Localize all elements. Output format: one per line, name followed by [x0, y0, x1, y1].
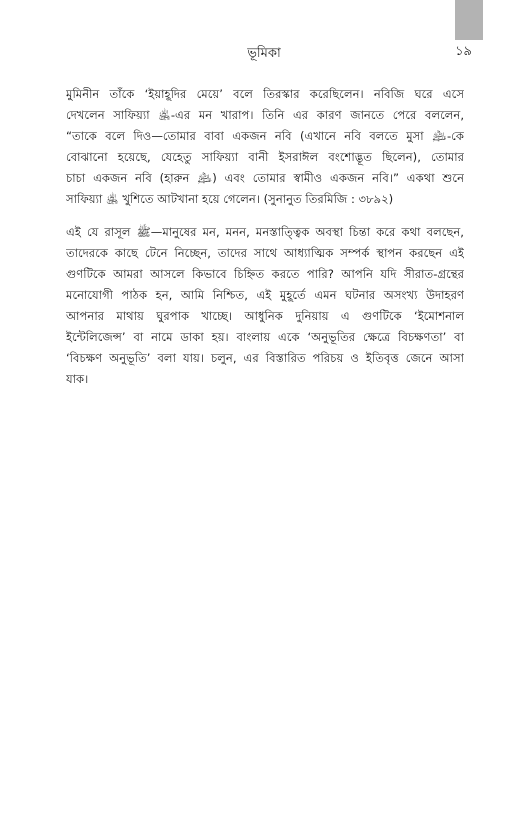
text-line: এই যে রাসূল ﷺ—মানুষের মন, মনন, মনস্তাত্ত্বিক অবস্থা চিন্তা করে কথা বলছেন, [66, 225, 464, 239]
text-line: “তাকে বলে দিও—তোমার বাবা একজন নবি (এখানে নবি বলতে মুসা ﵇-কে [66, 129, 464, 143]
page-number: ১৯ [455, 44, 472, 59]
paragraph [66, 84, 464, 210]
text-line: মনোযোগী পাঠক হন, আমি নিশ্চিত, এই মুহূর্তে এমন ঘটনার অসংখ্য উদাহরণ [66, 288, 464, 302]
text-line: মুমিনীন তাঁকে ‘ইয়াহূদির মেয়ে’ বলে তিরস্কার করেছিলেন। নবিজি ঘরে এসে [66, 87, 464, 101]
text-line: তাদেরকে কাছে টেনে নিচ্ছেন, তাদের সাথে আধ্যাত্মিক সম্পর্ক স্থাপন করছেন এই [66, 246, 464, 260]
text-line: সাফিয়্যা ﵁ খুশিতে আটখানা হয়ে গেলেন। (সুনানুত তিরমিজি : ৩৮৯২) [66, 192, 394, 206]
running-head-title: ভূমিকা [247, 46, 281, 61]
text-line: চাচা একজন নবি (হারুন ﵇) এবং তোমার স্বামীও একজন নবি।” একথা শুনে [66, 171, 464, 185]
text-line: ইন্টেলিজেন্স’ বা নামে ডাকা হয়। বাংলায় একে ‘অনুভূতির ক্ষেত্রে বিচক্ষণতা’ বা [66, 330, 464, 344]
paragraph [66, 222, 464, 390]
text-line: আপনার মাথায় ঘুরপাক খাচ্ছে। আধুনিক দুনিয়ায় এ গুণটিকে ‘ইমোশনাল [66, 309, 464, 323]
text-line: বোঝানো হয়েছে, যেহেতু সাফিয়্যা বানী ইসরাঈল বংশোদ্ভূত ছিলেন), তোমার [66, 150, 464, 164]
text-line: যাক। [66, 372, 89, 386]
text-line: দেখলেন সাফিয়্যা ﵁-এর মন খারাপ। তিনি এর কারণ জানতে পেরে বললেন, [66, 108, 464, 122]
text-line: গুণটিকে আমরা আসলে কিভাবে চিহ্নিত করতে পারি? আপনি যদি সীরাত-গ্রন্থের [66, 267, 464, 281]
body-text [66, 84, 464, 402]
text-line: ‘বিচক্ষণ অনুভূতি’ বলা যায়। চলুন, এর বিস্তারিত পরিচয় ও ইতিবৃত্ত জেনে আসা [66, 351, 464, 365]
page-edge-tab [455, 0, 483, 40]
